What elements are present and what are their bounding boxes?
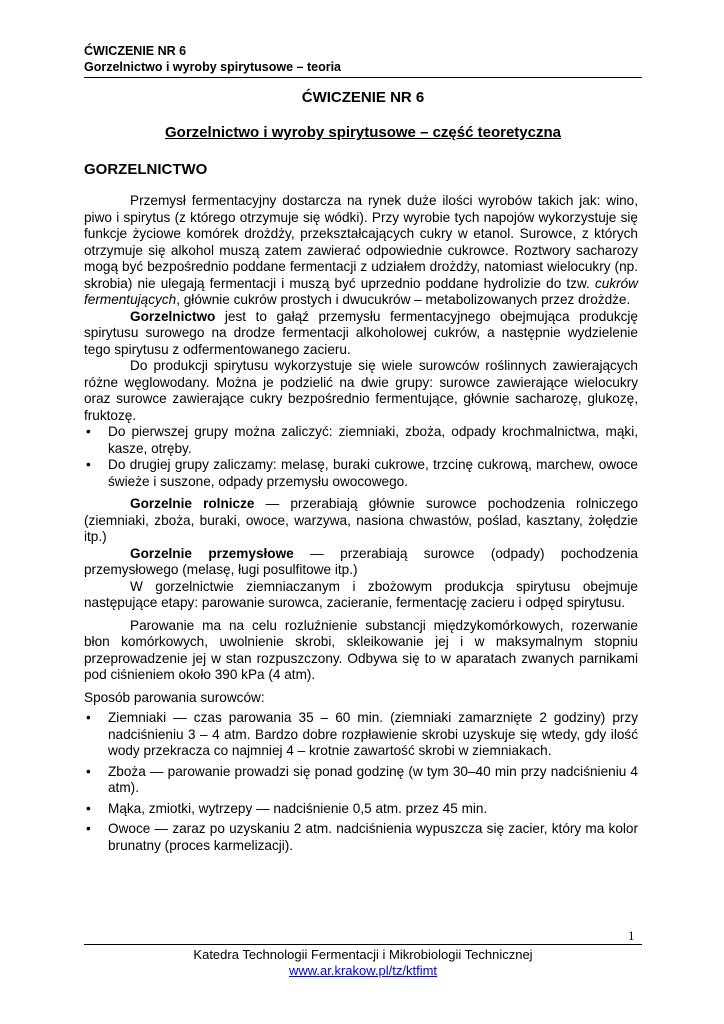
paragraph-stages: W gorzelnictwie ziemniaczanym i zbożowym produkcja spirytusu obejmuje następujące etapy: parowanie surowca, zacieranie, fermentację zacieru i odpęd spirytusu. <box>84 578 638 610</box>
list-item <box>84 424 638 457</box>
list-item <box>84 457 638 490</box>
emphasis: cukrów fermentujących <box>84 275 638 307</box>
header-divider <box>84 77 642 78</box>
list-item-text: Mąka, zmiotki, wytrzepy — nadciśnienie 0,5 atm. przez 45 min. <box>108 800 488 816</box>
paragraph-definition <box>84 309 638 359</box>
text: — przerabiają surowce (odpady) pochodzenia przemysłowego (melasę, ługi posulfitowe itp.) <box>84 545 638 577</box>
bullet-icon: • <box>86 800 91 816</box>
bullet-icon: • <box>86 710 91 725</box>
paragraph-raw-materials: Do produkcji spirytusu wykorzystuje się wiele surowców roślinnych zawierających różne węglowodany. Można je podzielić na dwie grupy: surowce zawierające wielocukry oraz surowce zawierające cukry bezpośrednio fermentujące, głównie sacharozę, glukozę, fruktozę. <box>84 358 638 423</box>
term: Gorzelnie rolnicze <box>130 496 255 511</box>
paragraph-steaming: Parowanie ma na celu rozluźnienie substancji międzykomórkowych, rozerwanie błon komórkowych, uwolnienie skrobi, skleikowanie jej i w maksymalnym stopniu przeprowadzenie jej w stan rozpuszczony. Odbywa się to w aparatach zwanych parnikami pod ciśnieniem około 390 kPa (4 atm). <box>84 617 638 682</box>
footer-link[interactable]: www.ar.krakow.pl/tz/ktfimt <box>288 963 438 978</box>
footer-divider <box>84 944 642 945</box>
list-item-text: Owoce — zaraz po uzyskaniu 2 atm. nadciśnienia wypuszcza się zacier, który ma kolor brunatny (proces karmelizacji). <box>108 821 638 853</box>
term: Gorzelnie przemysłowe <box>130 545 294 561</box>
running-header <box>84 43 642 75</box>
list-item <box>84 801 638 818</box>
text: , głównie cukrów prostych i dwucukrów – metabolizowanych przez drożdże. <box>176 292 631 307</box>
header-line-2: Gorzelnictwo i wyroby spirytusowe – teoria <box>84 60 342 74</box>
list-item-text: Do pierwszej grupy można zaliczyć: ziemniaki, zboża, odpady krochmalnictwa, mąki, kasze, otręby. <box>108 424 638 456</box>
page-subtitle: Gorzelnictwo i wyroby spirytusowe – część teoretyczna <box>165 124 561 141</box>
term: Gorzelnictwo <box>130 308 216 324</box>
bullet-icon: • <box>86 424 91 439</box>
list-item <box>84 710 638 760</box>
list-item-text: Zboża — parowanie prowadzi się ponad godzinę (w tym 30–40 min przy nadciśnieniu 4 atm). <box>108 763 638 795</box>
page-number: 1 <box>628 928 635 943</box>
paragraph-industrial <box>84 546 638 579</box>
document-body <box>84 193 638 854</box>
list-item-text: Ziemniaki — czas parowania 35 – 60 min. (ziemniaki zamarznięte 2 godziny) przy nadciśnieniu 3 – 4 atm. Bardzo dobre rozpławienie skrobi uzyskuje się wtedy, gdy ilość wody przekracza co najmniej 4 – krotnie zawartość skrobi w ziemniakach. <box>108 710 638 758</box>
steaming-list <box>84 710 638 854</box>
page-title: ĆWICZENIE NR 6 <box>301 89 425 106</box>
text: jest to gałąź przemysłu fermentacyjnego obejmująca produkcję spirytusu surowego na drodze fermentacji alkoholowej cukrów, a następnie wydzielenie tego spirytusu z odfermentowanego zacieru. <box>84 308 638 357</box>
paragraph-agricultural <box>84 496 638 546</box>
list-item <box>84 821 638 854</box>
footer <box>84 947 642 979</box>
paragraph-steaming-methods: Sposób parowania surowców: <box>84 689 265 705</box>
bullet-icon: • <box>86 457 91 472</box>
bullet-icon: • <box>86 763 91 779</box>
list-item-text: Do drugiej grupy zaliczamy: melasę, buraki cukrowe, trzcinę cukrową, marchew, owoce świeże i suszone, odpady przemysłu owocowego. <box>108 457 638 489</box>
section-heading: GORZELNICTWO <box>84 161 208 178</box>
groups-list <box>84 424 638 490</box>
list-item <box>84 764 638 797</box>
header-line-1: ĆWICZENIE NR 6 <box>84 44 187 58</box>
text: — przerabiają głównie surowce pochodzenia rolniczego (ziemniaki, zboża, buraki, owoce, warzywa, nasiona chwastów, poślad, kasztany, żołędzie itp.) <box>84 496 638 544</box>
paragraph-intro <box>84 193 638 309</box>
text: Przemysł fermentacyjny dostarcza na rynek duże ilości wyrobów takich jak: wino, piwo i spirytus (z którego otrzymuje się wódki). Przy wyrobie tych napojów wykorzystuje się funkcje życiowe komórek drożdży, przekształcających cukry w etanol. Surowce, z których otrzymuje się alkohol muszą zatem zawierać odpowiednie cukrowce. Roztwory sacharozy mogą być bezpośrednio poddane fermentacji z udziałem drożdży, natomiast wielocukry (np. skrobia) nie ulegają fermentacji i muszą być uprzednio poddane hydrolizie do tzw. <box>84 193 638 291</box>
footer-department: Katedra Technologii Fermentacji i Mikrobiologii Technicznej <box>193 947 533 962</box>
bullet-icon: • <box>86 821 91 836</box>
